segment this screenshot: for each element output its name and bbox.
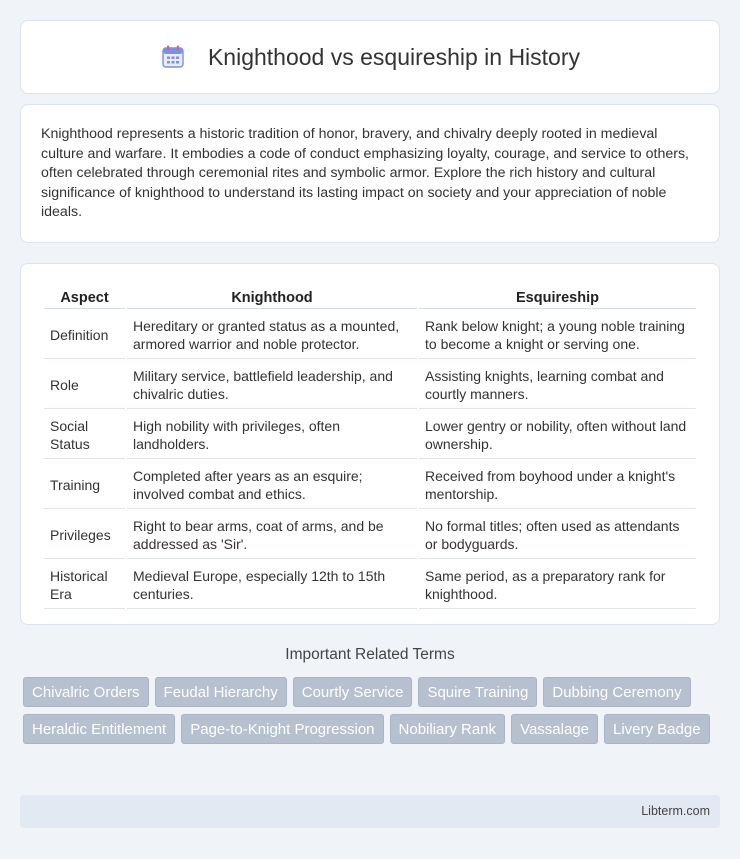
table-row: [44, 311, 696, 359]
row-aspect: Role: [44, 361, 125, 409]
row-aspect: Definition: [44, 311, 125, 359]
row-esquireship: Lower gentry or nobility, often without land ownership.: [419, 411, 696, 459]
related-term-tag[interactable]: Livery Badge: [604, 714, 710, 744]
table-row: [44, 361, 696, 409]
related-term-tag[interactable]: Vassalage: [511, 714, 598, 744]
row-knighthood: Right to bear arms, coat of arms, and be addressed as 'Sir'.: [127, 511, 417, 559]
footer: [20, 795, 720, 828]
header-esquireship: Esquireship: [419, 286, 696, 309]
related-term-tag[interactable]: Nobiliary Rank: [390, 714, 506, 744]
row-knighthood: High nobility with privileges, often landholders.: [127, 411, 417, 459]
comparison-table-card: [20, 263, 720, 625]
table-row: [44, 461, 696, 509]
intro-card: [20, 104, 720, 243]
table-row: [44, 511, 696, 559]
row-knighthood: Hereditary or granted status as a mounted, armored warrior and noble protector.: [127, 311, 417, 359]
header-card: [20, 20, 720, 94]
intro-text: Knighthood represents a historic tradition of honor, bravery, and chivalry deeply rooted in medieval culture and warfare. It embodies a code of conduct emphasizing loyalty, courage, and service to others, often celebrated through ceremonial rites and symbolic armor. Explore the rich history and cultural significance of knighthood to understand its lasting impact on society and your appreciation of noble ideals.: [41, 126, 689, 221]
row-aspect: Social Status: [44, 411, 125, 459]
row-aspect: Training: [44, 461, 125, 509]
related-term-tag[interactable]: Squire Training: [418, 677, 537, 707]
related-term-tag[interactable]: Courtly Service: [293, 677, 413, 707]
row-esquireship: Assisting knights, learning combat and courtly manners.: [419, 361, 696, 409]
row-esquireship: Rank below knight; a young noble training to become a knight or serving one.: [419, 311, 696, 359]
row-aspect: Historical Era: [44, 561, 125, 609]
row-knighthood: Medieval Europe, especially 12th to 15th centuries.: [127, 561, 417, 609]
table-row: [44, 561, 696, 609]
related-term-tag[interactable]: Chivalric Orders: [23, 677, 149, 707]
row-esquireship: Received from boyhood under a knight's mentorship.: [419, 461, 696, 509]
related-terms-list: [23, 677, 723, 751]
related-term-tag[interactable]: Page-to-Knight Progression: [181, 714, 383, 744]
related-term-tag[interactable]: Dubbing Ceremony: [543, 677, 690, 707]
related-term-tag[interactable]: Heraldic Entitlement: [23, 714, 175, 744]
row-esquireship: No formal titles; often used as attendants or bodyguards.: [419, 511, 696, 559]
comparison-table: [42, 284, 698, 611]
row-knighthood: Military service, battlefield leadership, and chivalric duties.: [127, 361, 417, 409]
related-terms-title: Important Related Terms: [285, 646, 455, 663]
row-aspect: Privileges: [44, 511, 125, 559]
table-row: [44, 411, 696, 459]
header-knighthood: Knighthood: [127, 286, 417, 309]
table-header-row: [44, 286, 696, 309]
calendar-icon: [160, 44, 186, 70]
row-knighthood: Completed after years as an esquire; involved combat and ethics.: [127, 461, 417, 509]
related-term-tag[interactable]: Feudal Hierarchy: [155, 677, 287, 707]
page-title: Knighthood vs esquireship in History: [207, 43, 581, 70]
row-esquireship: Same period, as a preparatory rank for knighthood.: [419, 561, 696, 609]
header-aspect: Aspect: [44, 286, 125, 309]
footer-brand-link[interactable]: Libterm.com: [641, 804, 710, 818]
